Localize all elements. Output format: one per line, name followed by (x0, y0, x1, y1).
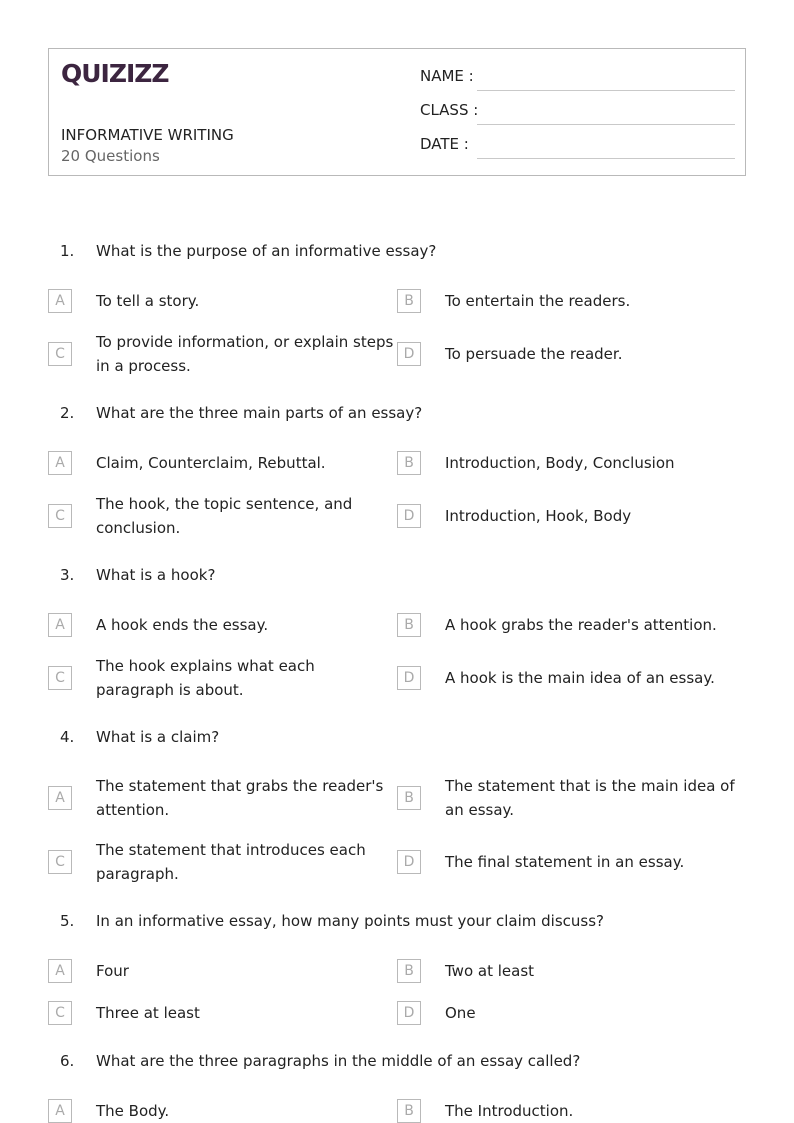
question-number: 2. (60, 404, 75, 422)
option-box[interactable]: B (397, 786, 421, 810)
option-text: The Body. (96, 1102, 170, 1120)
option-box[interactable]: A (48, 289, 72, 313)
option-box[interactable]: C (48, 850, 72, 874)
question-text: What is a claim? (96, 728, 220, 746)
question-text: What are the three main parts of an essay? (96, 404, 423, 422)
option-box[interactable]: A (48, 613, 72, 637)
option-text: The statement that introduces each paragraph. (96, 841, 366, 883)
option-text: Three at least (96, 1004, 200, 1022)
date-line (477, 158, 735, 159)
name-label: NAME : (420, 67, 474, 85)
option-text: The final statement in an essay. (445, 853, 685, 871)
option-text: The hook explains what each paragraph is about. (96, 657, 315, 699)
option-text: A hook is the main idea of an essay. (445, 669, 715, 687)
option-text: One (445, 1004, 476, 1022)
option-box[interactable]: D (397, 666, 421, 690)
question-number: 5. (60, 912, 75, 930)
option-box[interactable]: C (48, 342, 72, 366)
question-number: 1. (60, 242, 75, 260)
quizizz-logo: QUIZIZZ (61, 59, 169, 88)
option-box[interactable]: C (48, 1001, 72, 1025)
option-text: A hook ends the essay. (96, 616, 269, 634)
question-number: 3. (60, 566, 75, 584)
name-field[interactable] (420, 67, 735, 91)
option-text: Claim, Counterclaim, Rebuttal. (96, 454, 326, 472)
option-box[interactable]: B (397, 1099, 421, 1123)
name-line (477, 90, 735, 91)
date-label: DATE : (420, 135, 469, 153)
option-text: To tell a story. (96, 292, 200, 310)
option-box[interactable]: D (397, 850, 421, 874)
option-box[interactable]: A (48, 451, 72, 475)
question-text: What are the three paragraphs in the middle of an essay called? (96, 1052, 581, 1070)
option-text: Two at least (445, 962, 535, 980)
date-field[interactable] (420, 135, 735, 159)
option-text: Introduction, Hook, Body (445, 507, 632, 525)
option-box[interactable]: A (48, 959, 72, 983)
worksheet-header (48, 48, 746, 176)
option-box[interactable]: B (397, 959, 421, 983)
question-text: In an informative essay, how many points must your claim discuss? (96, 912, 604, 930)
option-box[interactable]: D (397, 342, 421, 366)
worksheet-title: INFORMATIVE WRITING (61, 126, 234, 144)
question-text: What is the purpose of an informative essay? (96, 242, 437, 260)
option-box[interactable]: B (397, 451, 421, 475)
option-box[interactable]: A (48, 786, 72, 810)
question-count: 20 Questions (61, 147, 160, 165)
class-label: CLASS : (420, 101, 479, 119)
question-number: 4. (60, 728, 75, 746)
question-text: What is a hook? (96, 566, 216, 584)
option-text: To entertain the readers. (445, 292, 631, 310)
option-text: To provide information, or explain steps in a process. (96, 333, 394, 375)
option-text: The Introduction. (445, 1102, 574, 1120)
option-text: Four (96, 962, 129, 980)
option-box[interactable]: C (48, 666, 72, 690)
option-text: To persuade the reader. (445, 345, 623, 363)
option-text: A hook grabs the reader's attention. (445, 616, 717, 634)
option-box[interactable]: C (48, 504, 72, 528)
class-field[interactable] (420, 101, 735, 125)
option-box[interactable]: B (397, 613, 421, 637)
class-line (477, 124, 735, 125)
option-box[interactable]: D (397, 1001, 421, 1025)
question-number: 6. (60, 1052, 75, 1070)
option-box[interactable]: A (48, 1099, 72, 1123)
option-box[interactable]: D (397, 504, 421, 528)
option-text: The statement that grabs the reader's attention. (96, 777, 384, 819)
option-text: The statement that is the main idea of an essay. (445, 777, 735, 819)
option-text: Introduction, Body, Conclusion (445, 454, 675, 472)
option-text: The hook, the topic sentence, and conclusion. (96, 495, 353, 537)
option-box[interactable]: B (397, 289, 421, 313)
